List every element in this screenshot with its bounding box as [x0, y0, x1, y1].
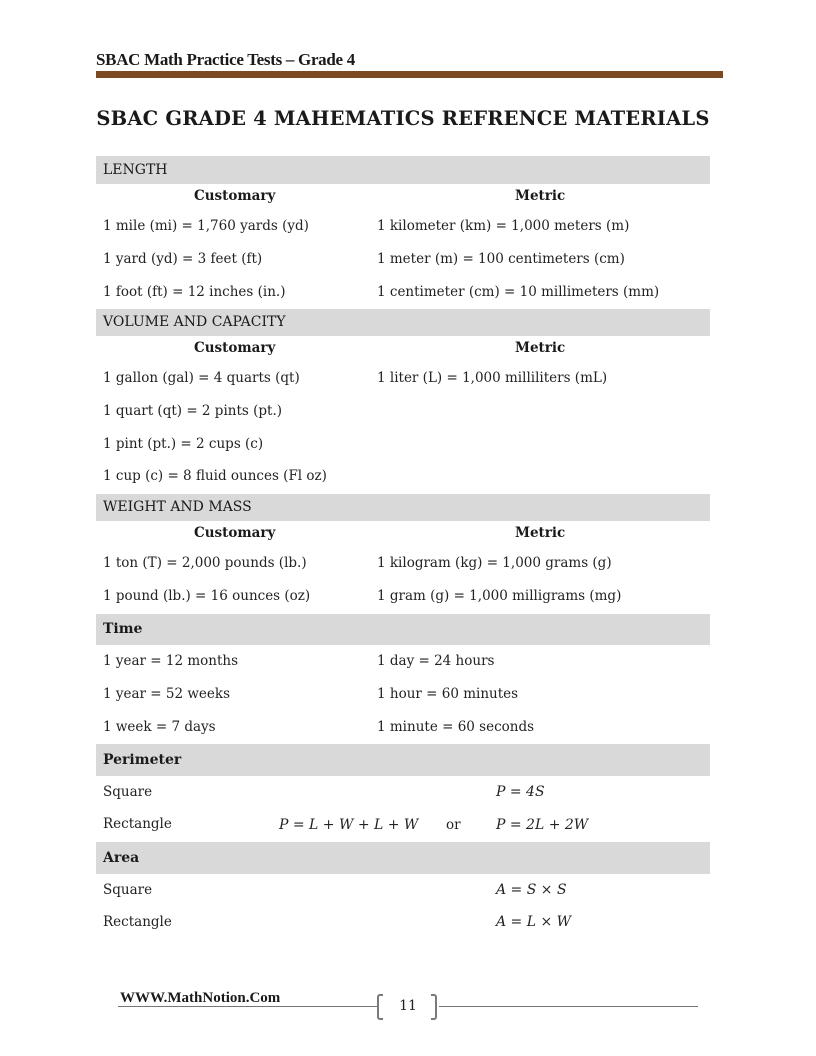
weight-customary-item: 1 ton (T) = 2,000 pounds (lb.) — [103, 555, 307, 571]
section-volume-heading: VOLUME AND CAPACITY — [96, 309, 710, 336]
time-left-item: 1 week = 7 days — [103, 719, 216, 735]
section-area-heading: Area — [96, 842, 710, 874]
volume-customary-item: 1 pint (pt.) = 2 cups (c) — [103, 436, 264, 452]
length-customary-item: 1 foot (ft) = 12 inches (in.) — [103, 284, 286, 300]
page-number: 11 — [399, 998, 417, 1014]
length-customary-item: 1 mile (mi) = 1,760 yards (yd) — [103, 218, 309, 234]
area-rectangle-formula: A = L × W — [496, 914, 572, 930]
page-number-bracket-right — [431, 994, 437, 1020]
perimeter-square-formula: P = 4S — [496, 784, 545, 800]
weight-metric-item: 1 kilogram (kg) = 1,000 grams (g) — [377, 555, 612, 571]
length-metric-item: 1 meter (m) = 100 centimeters (cm) — [377, 251, 625, 267]
weight-customary-item: 1 pound (lb.) = 16 ounces (oz) — [103, 588, 311, 604]
footer-rule-left — [118, 1006, 377, 1007]
length-customary-label: Customary — [194, 188, 276, 204]
area-rectangle-label: Rectangle — [103, 914, 172, 930]
length-metric-label: Metric — [515, 188, 566, 204]
perimeter-or-text: or — [446, 817, 461, 833]
section-weight-heading: WEIGHT AND MASS — [96, 494, 710, 521]
section-length-heading: LENGTH — [96, 156, 710, 184]
volume-customary-label: Customary — [194, 340, 276, 356]
perimeter-rectangle-formula-short: P = 2L + 2W — [496, 817, 589, 833]
length-metric-item: 1 kilometer (km) = 1,000 meters (m) — [377, 218, 630, 234]
volume-customary-item: 1 gallon (gal) = 4 quarts (qt) — [103, 370, 300, 386]
footer-site-link[interactable]: WWW.MathNotion.Com — [120, 990, 281, 1006]
volume-customary-item: 1 cup (c) = 8 fluid ounces (Fl oz) — [103, 468, 327, 484]
weight-customary-label: Customary — [194, 525, 276, 541]
area-square-formula: A = S × S — [496, 882, 567, 898]
perimeter-rectangle-formula-long: P = L + W + L + W — [279, 817, 419, 833]
volume-metric-item: 1 liter (L) = 1,000 milliliters (mL) — [377, 370, 608, 386]
header-rule — [96, 71, 723, 78]
time-right-item: 1 minute = 60 seconds — [377, 719, 535, 735]
perimeter-rectangle-label: Rectangle — [103, 816, 172, 832]
section-perimeter-heading: Perimeter — [96, 744, 710, 776]
weight-metric-item: 1 gram (g) = 1,000 milligrams (mg) — [377, 588, 622, 604]
time-left-item: 1 year = 52 weeks — [103, 686, 231, 702]
volume-metric-label: Metric — [515, 340, 566, 356]
time-left-item: 1 year = 12 months — [103, 653, 239, 669]
length-customary-item: 1 yard (yd) = 3 feet (ft) — [103, 251, 263, 267]
running-header: SBAC Math Practice Tests – Grade 4 — [96, 50, 355, 69]
page-number-bracket-left — [377, 994, 383, 1020]
section-time-heading: Time — [96, 614, 710, 645]
length-metric-item: 1 centimeter (cm) = 10 millimeters (mm) — [377, 284, 660, 300]
time-right-item: 1 hour = 60 minutes — [377, 686, 519, 702]
page-title: SBAC GRADE 4 MAHEMATICS REFRENCE MATERIALS — [96, 107, 710, 130]
perimeter-square-label: Square — [103, 784, 153, 800]
volume-customary-item: 1 quart (qt) = 2 pints (pt.) — [103, 403, 283, 419]
weight-metric-label: Metric — [515, 525, 566, 541]
area-square-label: Square — [103, 882, 153, 898]
footer-rule-right — [439, 1006, 698, 1007]
time-right-item: 1 day = 24 hours — [377, 653, 495, 669]
